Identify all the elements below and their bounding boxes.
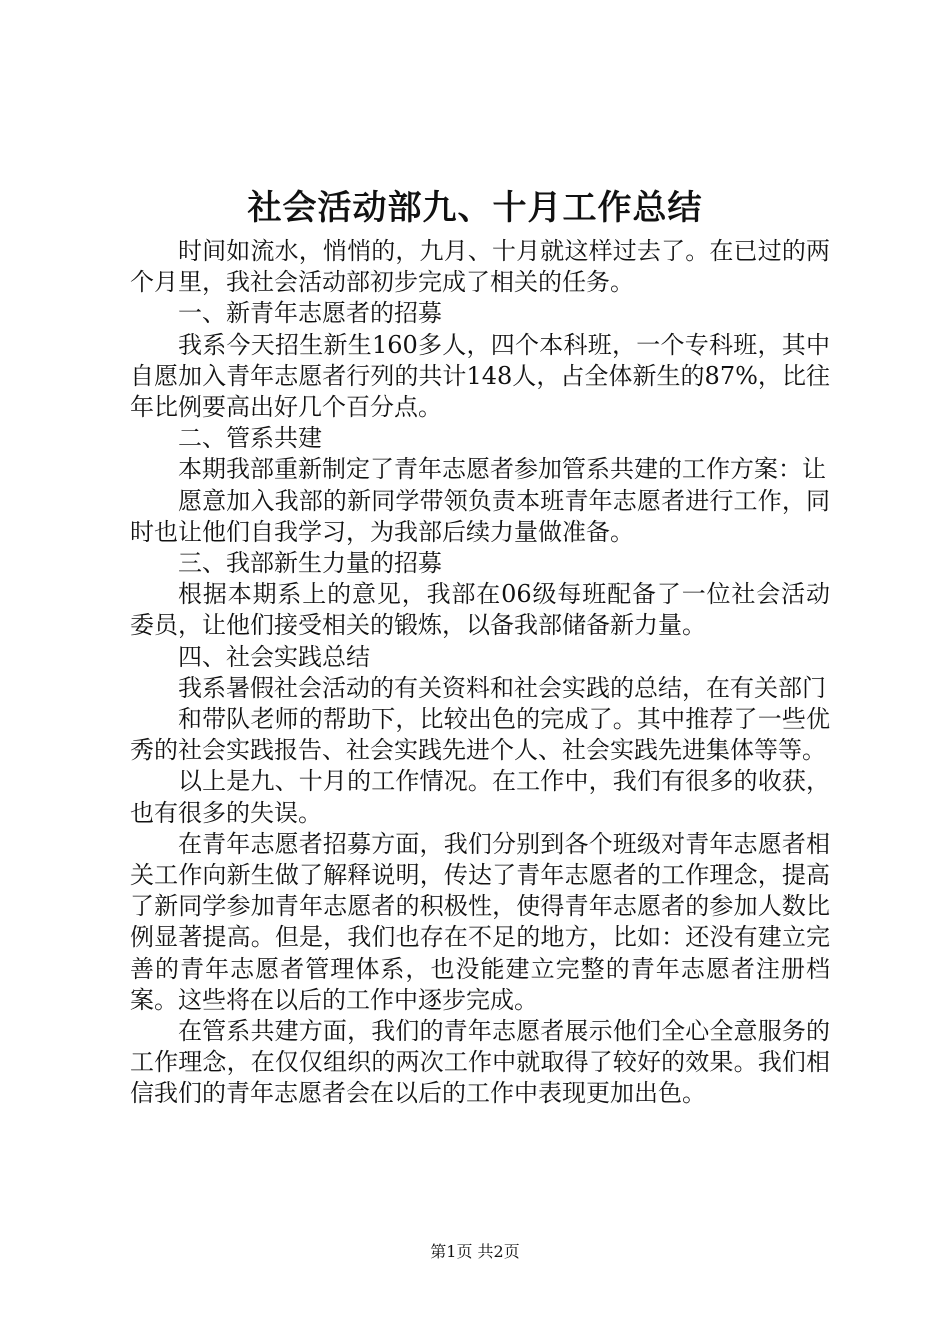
document-body	[130, 236, 830, 1110]
paragraph-recruitment: 我系今天招生新生160多人，四个本科班，一个专科班，其中自愿加入青年志愿者行列的共计148人，占全体新生的87%，比往年比例要高出好几个百分点。	[130, 330, 830, 422]
section-heading-1: 一、新青年志愿者的招募	[178, 299, 442, 328]
section-heading-4: 四、社会实践总结	[178, 642, 370, 671]
paragraph-cobuild-review: 在管系共建方面，我们的青年志愿者展示他们全心全意服务的工作理念，在仅仅组织的两次工作中就取得了较好的效果。我们相信我们的青年志愿者会在以后的工作中表现更加出色。	[130, 1017, 830, 1108]
paragraph-volunteer-review: 在青年志愿者招募方面，我们分别到各个班级对青年志愿者相关工作向新生做了解释说明，传达了青年志愿者的工作理念，提高了新同学参加青年志愿者的积极性，使得青年志愿者的参加人数比例显著提高。但是，我们也存在不足的地方，比如：还没有建立完善的青年志愿者管理体系，也没能建立完整的青年志愿者注册档案。这些将在以后的工作中逐步完成。	[130, 829, 830, 1014]
section-heading-3: 三、我部新生力量的招募	[178, 549, 442, 578]
intro-paragraph: 时间如流水，悄悄的，九月、十月就这样过去了。在已过的两个月里，我社会活动部初步完成了相关的任务。	[130, 237, 830, 297]
document-title: 社会活动部九、十月工作总结	[247, 188, 703, 228]
paragraph-practice-result: 和带队老师的帮助下，比较出色的完成了。其中推荐了一些优秀的社会实践报告、社会实践先进个人、社会实践先进集体等等。	[130, 705, 830, 765]
paragraph-practice-summary: 我系暑假社会活动的有关资料和社会实践的总结，在有关部门	[178, 673, 826, 702]
section-heading-2: 二、管系共建	[178, 424, 322, 453]
paragraph-overview: 以上是九、十月的工作情况。在工作中，我们有很多的收获，也有很多的失误。	[130, 767, 830, 827]
paragraph-cobuild-plan: 本期我部重新制定了青年志愿者参加管系共建的工作方案：让	[178, 455, 826, 484]
paragraph-new-members: 根据本期系上的意见，我部在06级每班配备了一位社会活动委员，让他们接受相关的锻炼，以备我部储备新力量。	[130, 580, 830, 640]
paragraph-cobuild-detail: 愿意加入我部的新同学带领负责本班青年志愿者进行工作，同时也让他们自我学习，为我部后续力量做准备。	[130, 486, 830, 546]
page-footer: 第1页 共2页	[430, 1242, 520, 1261]
